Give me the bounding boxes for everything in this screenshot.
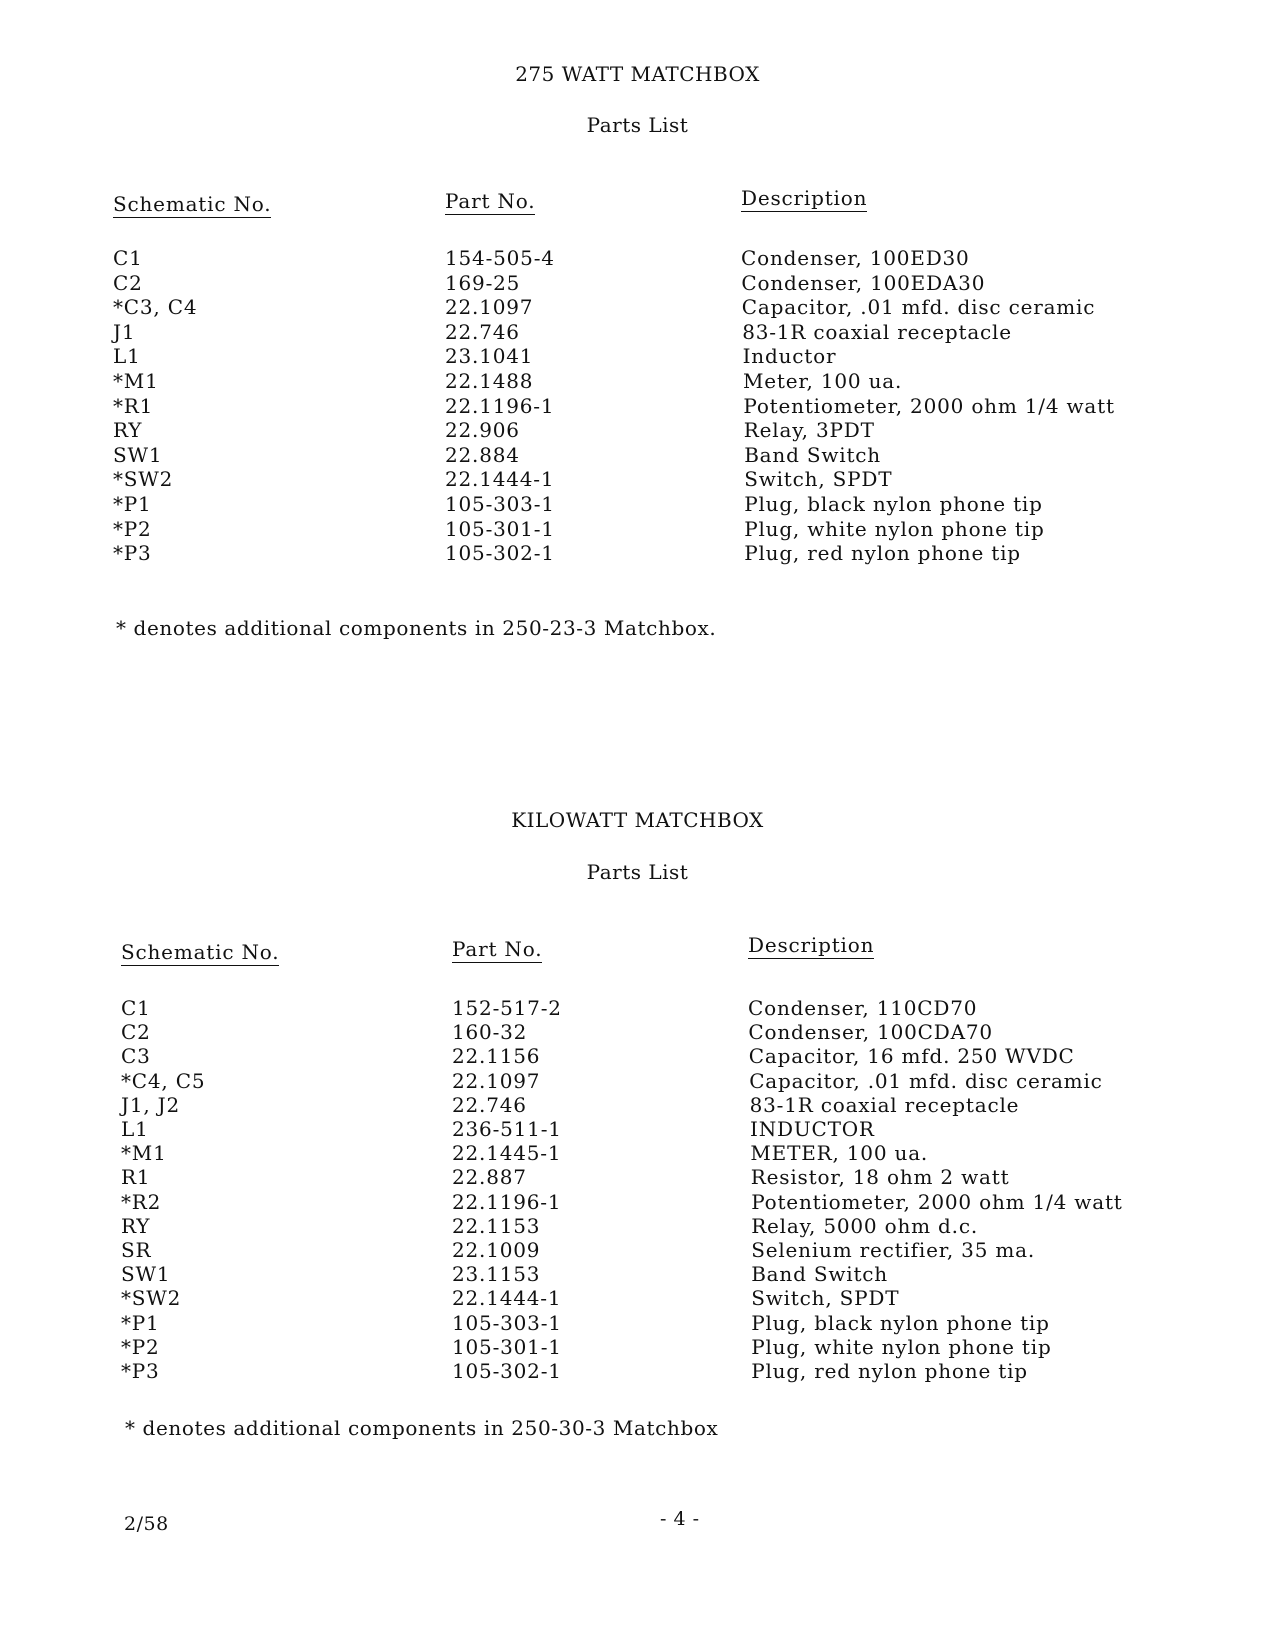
part-no-cell: 22.1153 (452, 1213, 541, 1238)
part-no-cell: 22.1445-1 (452, 1141, 562, 1166)
description-cell: Condenser, 100EDA30 (741, 270, 986, 295)
description-cell: Potentiometer, 2000 ohm 1/4 watt (751, 1189, 1123, 1214)
footnote-275-watt: * denotes additional components in 250-23-3 Matchbox. (116, 616, 717, 640)
schematic-no-cell: C2 (113, 270, 143, 295)
part-no-cell: 105-302-1 (445, 541, 555, 566)
schematic-no-cell: *C4, C5 (121, 1068, 206, 1093)
schematic-no-cell: J1, J2 (121, 1092, 180, 1117)
schematic-no-cell: R1 (121, 1165, 151, 1190)
part-no-cell: 160-32 (452, 1020, 528, 1045)
column-header-schematic: Schematic No. (121, 940, 280, 964)
schematic-no-cell: *R2 (121, 1189, 162, 1214)
description-cell: Capacitor, .01 mfd. disc ceramic (741, 295, 1096, 320)
description-cell: 83-1R coaxial receptacle (742, 319, 1012, 344)
schematic-no-cell: *P2 (113, 516, 152, 541)
description-cell: 83-1R coaxial receptacle (749, 1092, 1020, 1117)
table-row (0, 1286, 1275, 1310)
schematic-no-cell: C3 (121, 1044, 151, 1069)
part-no-cell: 154-505-4 (445, 246, 555, 270)
description-cell: Relay, 3PDT (743, 418, 875, 443)
table-row (0, 320, 1275, 344)
description-cell: Meter, 100 ua. (743, 369, 903, 393)
description-cell: Condenser, 110CD70 (748, 996, 978, 1020)
part-no-cell: 105-303-1 (445, 492, 555, 516)
description-cell: Selenium rectifier, 35 ma. (751, 1238, 1036, 1262)
description-cell: Resistor, 18 ohm 2 watt (750, 1165, 1010, 1190)
schematic-no-cell: C1 (113, 246, 143, 270)
description-cell: Capacitor, 16 mfd. 250 WVDC (748, 1044, 1075, 1069)
part-no-cell: 23.1041 (445, 344, 534, 369)
schematic-no-cell: *M1 (113, 369, 159, 393)
schematic-no-cell: RY (121, 1213, 151, 1238)
part-no-cell: 105-301-1 (445, 516, 555, 541)
description-cell: Plug, red nylon phone tip (744, 541, 1021, 566)
section-title-kilowatt: KILOWATT MATCHBOX (511, 808, 764, 832)
table-row (0, 394, 1275, 418)
part-no-cell: 236-511-1 (452, 1117, 562, 1141)
description-cell: Plug, black nylon phone tip (744, 492, 1043, 516)
table-row (0, 1044, 1275, 1068)
column-header-description: Description (741, 186, 868, 210)
part-no-cell: 22.1156 (452, 1044, 541, 1069)
table-row (0, 369, 1275, 393)
footnote-kilowatt: * denotes additional components in 250-30-3 Matchbox (125, 1416, 719, 1440)
part-no-cell: 22.1444-1 (452, 1286, 562, 1311)
schematic-no-cell: C2 (121, 1020, 151, 1045)
description-cell: INDUCTOR (750, 1117, 875, 1141)
description-cell: Potentiometer, 2000 ohm 1/4 watt (743, 393, 1115, 418)
part-no-cell: 22.746 (445, 319, 520, 344)
part-no-cell: 22.1009 (452, 1238, 541, 1262)
description-cell: Band Switch (744, 442, 881, 467)
table-row (0, 246, 1275, 270)
schematic-no-cell: *P3 (113, 541, 152, 566)
description-cell: Switch, SPDT (744, 467, 893, 492)
schematic-no-cell: *C3, C4 (113, 295, 198, 320)
part-no-cell: 105-303-1 (452, 1310, 562, 1335)
schematic-no-cell: *P3 (121, 1359, 160, 1383)
schematic-no-cell: *SW2 (113, 467, 174, 492)
table-row (0, 1262, 1275, 1286)
part-no-cell: 105-302-1 (452, 1359, 562, 1383)
table-row (0, 1117, 1275, 1141)
description-cell: Plug, white nylon phone tip (744, 516, 1045, 541)
description-cell: Plug, white nylon phone tip (751, 1334, 1052, 1359)
schematic-no-cell: L1 (113, 344, 141, 369)
table-row (0, 517, 1275, 541)
table-row (0, 295, 1275, 319)
part-no-cell: 22.1444-1 (445, 467, 555, 492)
footer-page-number: - 4 - (660, 1508, 700, 1530)
table-row (0, 996, 1275, 1020)
table-row (0, 1020, 1275, 1044)
part-no-cell: 22.1196-1 (445, 393, 555, 418)
description-cell: Condenser, 100ED30 (741, 246, 970, 270)
column-header-schematic: Schematic No. (113, 192, 272, 216)
table-row (0, 1311, 1275, 1335)
schematic-no-cell: SR (121, 1238, 152, 1262)
part-no-cell: 169-25 (445, 270, 521, 295)
description-cell: Relay, 5000 ohm d.c. (751, 1213, 978, 1238)
part-no-cell: 23.1153 (452, 1262, 541, 1287)
description-cell: Condenser, 100CDA70 (748, 1020, 993, 1045)
schematic-no-cell: *P1 (121, 1310, 160, 1335)
description-cell: Band Switch (751, 1262, 888, 1287)
part-no-cell: 152-517-2 (452, 996, 562, 1020)
part-no-cell: 22.906 (445, 418, 520, 443)
part-no-cell: 105-301-1 (452, 1334, 562, 1359)
table-row (0, 1214, 1275, 1238)
part-no-cell: 22.1196-1 (452, 1189, 562, 1214)
part-no-cell: 22.746 (452, 1092, 527, 1117)
table-row (0, 443, 1275, 467)
part-no-cell: 22.887 (452, 1165, 527, 1190)
schematic-no-cell: SW1 (121, 1262, 171, 1287)
schematic-no-cell: *P1 (113, 492, 152, 516)
table-row (0, 418, 1275, 442)
table-row (0, 492, 1275, 516)
description-cell: METER, 100 ua. (750, 1141, 929, 1166)
table-row (0, 1141, 1275, 1165)
part-no-cell: 22.1488 (445, 369, 534, 393)
table-row (0, 1165, 1275, 1189)
table-row (0, 467, 1275, 491)
table-row (0, 1359, 1275, 1383)
description-cell: Capacitor, .01 mfd. disc ceramic (749, 1068, 1103, 1093)
description-cell: Switch, SPDT (751, 1286, 900, 1311)
description-cell: Plug, black nylon phone tip (751, 1310, 1050, 1335)
part-no-cell: 22.884 (445, 442, 520, 467)
table-row (0, 344, 1275, 368)
table-row (0, 271, 1275, 295)
part-no-cell: 22.1097 (452, 1068, 541, 1093)
column-header-part: Part No. (452, 937, 543, 961)
schematic-no-cell: *M1 (121, 1141, 167, 1166)
description-cell: Plug, red nylon phone tip (751, 1359, 1028, 1383)
section-subtitle-parts-list: Parts List (586, 860, 689, 884)
schematic-no-cell: C1 (121, 996, 151, 1020)
schematic-no-cell: L1 (121, 1117, 149, 1141)
section-title-275-watt: 275 WATT MATCHBOX (515, 62, 760, 86)
table-row (0, 1238, 1275, 1262)
part-no-cell: 22.1097 (445, 295, 534, 320)
table-row (0, 1093, 1275, 1117)
schematic-no-cell: *SW2 (121, 1286, 182, 1311)
section-subtitle-parts-list: Parts List (586, 113, 689, 137)
schematic-no-cell: *P2 (121, 1334, 160, 1359)
schematic-no-cell: J1 (113, 319, 136, 344)
column-header-description: Description (748, 933, 875, 957)
table-row (0, 1190, 1275, 1214)
table-row (0, 1069, 1275, 1093)
table-row (0, 541, 1275, 565)
footer-date: 2/58 (124, 1513, 169, 1535)
column-header-part: Part No. (445, 189, 536, 213)
schematic-no-cell: SW1 (113, 442, 163, 467)
schematic-no-cell: *R1 (113, 393, 154, 418)
schematic-no-cell: RY (113, 418, 143, 443)
description-cell: Inductor (742, 344, 837, 369)
table-row (0, 1335, 1275, 1359)
